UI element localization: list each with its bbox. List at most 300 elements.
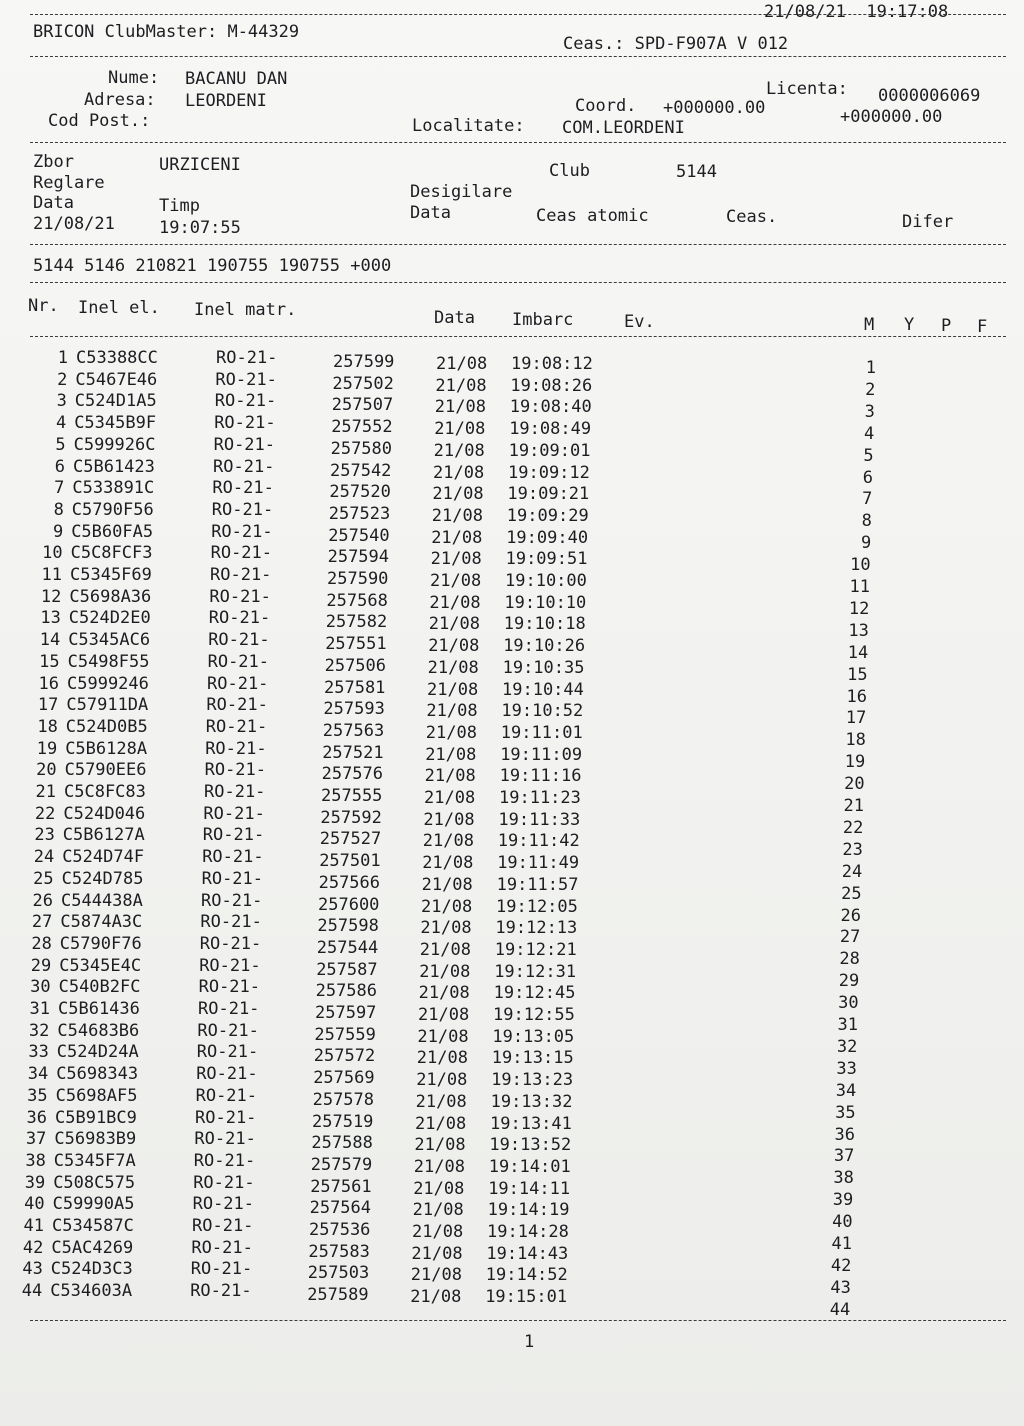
arrival-date: 21/08 [424,788,476,808]
rank: 37 [833,1146,855,1167]
ring-prefix: RO-21- [205,716,268,737]
rank: 31 [837,1015,858,1035]
arrival-date: 21/08 [431,527,483,548]
ring-prefix: RO-21- [211,521,273,542]
arrival-time: 19:12:21 [494,939,577,960]
arrival-time: 19:11:42 [497,831,580,852]
clock-label: Ceas. [726,207,778,227]
row-number: 28 [31,933,52,954]
arrival-time: 19:14:19 [487,1200,570,1221]
electronic-ring: C524D24A [56,1042,139,1063]
ring-number: 257588 [311,1133,373,1154]
rank: 38 [833,1168,854,1189]
license-value: 0000006069 [878,86,981,106]
arrival-date: 21/08 [416,1070,468,1091]
arrival-date: 21/08 [430,571,482,591]
row-number: 12 [40,586,62,607]
ring-prefix: RO-21- [214,413,276,434]
electronic-ring: C533891C [72,478,155,499]
rank: 29 [838,971,860,992]
row-number: 11 [41,565,62,585]
row-number: 4 [55,413,67,434]
data-label: Data [33,193,74,213]
arrival-time: 19:11:16 [499,766,582,787]
arrival-date: 21/08 [435,375,487,396]
code-divider [30,282,1006,283]
rank: 20 [844,774,865,795]
row-number: 9 [52,521,64,542]
rank: 13 [848,620,869,641]
arrival-date: 21/08 [423,809,475,830]
col-inel-el: Inel el. [78,298,160,318]
electronic-ring: C5498F55 [67,651,150,672]
arrival-date: 21/08 [422,853,474,874]
coord-value-1: +000000.00 [663,98,766,118]
rank: 42 [830,1255,852,1276]
address-label: Adresa: [84,90,156,110]
row-number: 27 [31,912,53,933]
electronic-ring: C54683B6 [57,1020,140,1041]
rank: 18 [845,730,866,751]
clock-model: Ceas.: SPD-F907A V 012 [563,34,789,54]
col-m: M [864,315,875,335]
row-number: 33 [28,1042,49,1063]
row-number: 20 [36,760,57,781]
arrival-time: 19:13:41 [490,1113,572,1134]
ring-number: 257578 [312,1089,375,1110]
arrival-time: 19:13:52 [489,1135,572,1156]
rank: 17 [845,708,867,729]
ring-prefix: RO-21- [204,782,266,802]
row-number: 39 [24,1172,46,1193]
ring-prefix: RO-21- [213,456,275,477]
col-p: P [941,316,952,336]
system-title: BRICON ClubMaster: M-44329 [33,22,300,42]
electronic-ring: C524D2E0 [68,608,151,629]
ring-prefix: RO-21- [207,651,270,672]
ring-prefix: RO-21- [205,738,267,759]
top-datetime: 21/08/21 19:17:08 [764,2,949,22]
arrival-time: 19:15:01 [485,1287,568,1308]
electronic-ring: C5698A36 [69,586,152,607]
electronic-ring: C524D1A5 [74,391,157,412]
ring-number: 257581 [324,677,386,698]
arrival-date: 21/08 [415,1113,467,1134]
rank: 27 [839,927,861,948]
arrival-time: 19:14:11 [488,1178,571,1199]
arrival-date: 21/08 [429,592,481,613]
ring-prefix: RO-21- [200,912,262,933]
arrival-time: 19:12:05 [496,896,578,917]
rank: 5 [863,445,874,466]
electronic-ring: C5C8FC83 [64,782,146,802]
arrival-time: 19:10:35 [502,657,585,678]
row-number: 26 [32,890,53,911]
arrival-date: 21/08 [421,896,473,917]
arrival-date: 21/08 [412,1200,464,1221]
electronic-ring: C5345B9F [74,413,157,434]
ring-prefix: RO-21- [208,630,270,651]
arrival-time: 19:11:23 [499,788,581,808]
ring-number: 257501 [319,851,381,872]
ring-number: 257583 [308,1241,370,1262]
arrival-time: 19:08:12 [511,354,593,374]
electronic-ring: C5AC4269 [51,1237,134,1258]
arrival-date: 21/08 [434,419,486,440]
electronic-ring: C5345AC6 [68,630,151,651]
ring-number: 257598 [317,916,379,937]
ring-number: 257564 [309,1198,372,1219]
ring-prefix: RO-21- [192,1216,254,1236]
rank: 19 [844,752,866,773]
row-number: 8 [53,499,64,520]
arrival-time: 19:14:43 [486,1243,569,1264]
electronic-ring: C56983B9 [54,1129,137,1150]
electronic-ring: C5B61423 [73,456,155,477]
rank: 8 [861,511,872,532]
col-ev: Ev. [624,312,655,332]
electronic-ring: C5B61436 [58,999,140,1019]
arrival-date: 21/08 [419,939,471,960]
row-number: 31 [29,999,50,1019]
ring-prefix: RO-21- [216,348,278,368]
rank: 10 [850,555,871,576]
flight-divider [30,244,1006,245]
row-number: 36 [26,1107,47,1128]
row-number: 34 [27,1064,49,1085]
arrival-date: 21/08 [436,354,488,374]
ring-number: 257576 [321,764,384,785]
ring-prefix: RO-21- [195,1107,257,1128]
row-number: 43 [22,1259,43,1280]
row-number: 1 [57,348,68,368]
ring-number: 257594 [327,547,390,568]
ring-number: 257502 [332,373,394,394]
arrival-date: 21/08 [420,918,472,939]
arrival-date: 21/08 [431,505,483,526]
electronic-ring: C508C575 [53,1172,136,1193]
ring-prefix: RO-21- [194,1129,256,1150]
arrival-time: 19:09:12 [508,462,590,483]
arrival-date: 21/08 [428,636,480,657]
row-number: 10 [42,543,63,564]
electronic-ring: C5999246 [67,673,149,694]
bottom-divider [30,1320,1006,1321]
arrival-date: 21/08 [410,1265,462,1286]
ring-prefix: RO-21- [213,434,276,455]
arrival-date: 21/08 [434,397,486,418]
arrival-date: 21/08 [418,1005,470,1025]
rank: 32 [836,1036,858,1057]
electronic-ring: C5C8FCF3 [70,543,153,564]
ring-number: 257503 [307,1263,370,1284]
page-number: 1 [524,1332,535,1352]
row-number: 23 [34,825,55,846]
ring-number: 257580 [330,438,393,459]
ring-prefix: RO-21- [207,673,269,694]
ring-number: 257555 [321,786,383,806]
rank: 4 [863,423,875,444]
owner-divider [30,142,1006,143]
electronic-ring: C534603A [50,1281,133,1302]
arrival-time: 19:10:18 [503,614,586,635]
row-number: 17 [37,695,59,716]
ring-prefix: RO-21- [190,1281,252,1302]
table-row [0,369,1024,400]
ring-prefix: RO-21- [196,1064,258,1085]
ring-prefix: RO-21- [203,803,265,824]
ring-number: 257572 [313,1046,376,1067]
row-number: 22 [34,803,56,824]
electronic-ring: C524D74F [62,847,145,868]
electronic-ring: C5B91BC9 [55,1107,137,1128]
arrival-time: 19:14:52 [485,1265,568,1286]
ring-prefix: RO-21- [196,1042,259,1063]
ring-number: 257542 [330,460,392,481]
arrival-time: 19:10:10 [504,592,587,613]
arrival-time: 19:09:21 [507,484,590,505]
rank: 12 [848,598,870,619]
row-number: 5 [55,434,66,455]
ring-prefix: RO-21- [195,1085,258,1106]
electronic-ring: C5345E4C [59,955,142,976]
ring-prefix: RO-21- [193,1150,256,1171]
arrival-date: 21/08 [433,462,485,483]
electronic-ring: C57911DA [66,695,149,716]
coord-value-2: +000000.00 [840,107,943,127]
ring-number: 257579 [310,1154,373,1175]
electronic-ring: C540B2FC [58,977,141,998]
name-value: BACANU DAN [185,69,288,89]
arrival-time: 19:09:01 [508,440,591,461]
rank: 24 [841,861,863,882]
address-value: LEORDENI [185,91,267,111]
reg-time: 19:07:55 [159,218,241,238]
ring-number: 257599 [333,352,395,372]
rank: 43 [830,1277,851,1298]
rank: 3 [864,401,875,422]
arrival-date: 21/08 [413,1178,465,1199]
arrival-date: 21/08 [416,1048,468,1069]
rank: 11 [849,577,870,597]
arrival-time: 19:11:33 [498,809,581,830]
electronic-ring: C5467E46 [75,369,158,390]
arrival-date: 21/08 [425,722,477,743]
rank: 22 [842,817,864,838]
arrival-date: 21/08 [411,1243,463,1264]
electronic-ring: C544438A [61,890,143,911]
electronic-ring: C5B6128A [65,738,148,759]
ring-number: 257593 [323,699,385,720]
club-value: 5144 [676,162,717,182]
arrival-date: 21/08 [433,440,485,461]
rank: 21 [843,796,864,816]
ring-number: 257506 [324,655,387,676]
timp-label: Timp [159,196,200,216]
ring-number: 257592 [320,807,382,828]
ring-number: 257527 [319,829,382,850]
row-number: 7 [54,478,65,499]
row-number: 19 [36,738,58,759]
arrival-date: 21/08 [419,961,471,982]
arrival-time: 19:13:23 [491,1070,574,1091]
table-row [0,456,1024,488]
arrival-time: 19:12:55 [493,1005,575,1025]
zbor-value: URZICENI [159,155,241,175]
name-label: Nume: [108,68,160,88]
arrival-time: 19:13:15 [491,1048,574,1069]
ring-prefix: RO-21- [197,1020,259,1041]
ring-number: 257569 [313,1068,375,1089]
electronic-ring: C5790F56 [71,499,154,520]
arrival-date: 21/08 [425,744,477,765]
row-number: 37 [25,1129,47,1150]
ring-number: 257586 [315,981,378,1002]
rank: 40 [832,1212,853,1233]
ring-number: 257519 [312,1111,374,1132]
electronic-ring: C5698343 [56,1064,139,1085]
arrival-time: 19:11:09 [500,744,583,765]
electronic-ring: C5790EE6 [64,760,147,781]
rank: 26 [840,905,861,926]
ring-prefix: RO-21- [201,890,263,911]
row-number: 35 [27,1085,48,1106]
top-divider [30,14,1006,15]
rank: 35 [835,1102,856,1123]
arrival-time: 19:09:40 [506,527,589,548]
arrival-time: 19:14:01 [488,1156,571,1177]
ring-prefix: RO-21- [198,977,261,998]
arrival-time: 19:14:28 [487,1222,569,1242]
zbor-label: Zbor [33,152,74,172]
row-number: 18 [37,716,58,737]
ring-prefix: RO-21- [192,1194,255,1215]
table-row [0,1281,1024,1320]
ring-prefix: RO-21- [211,499,274,520]
ring-number: 257561 [310,1176,372,1197]
arrival-time: 19:08:40 [509,397,592,418]
ring-prefix: RO-21- [193,1172,255,1193]
arrival-time: 19:09:51 [505,549,588,570]
arrival-date: 21/08 [422,831,474,852]
arrival-time: 19:09:29 [506,505,589,526]
rank: 34 [835,1080,857,1101]
row-number: 40 [24,1194,45,1215]
rank: 15 [847,664,868,685]
ring-number: 257520 [329,482,391,503]
row-number: 44 [21,1281,43,1302]
arrival-time: 19:12:31 [494,961,577,982]
electronic-ring: C524D785 [61,868,144,889]
ring-prefix: RO-21- [199,955,261,976]
arrival-time: 19:10:26 [503,636,586,657]
electronic-ring: C5874A3C [60,912,143,933]
rank: 16 [846,686,867,707]
ring-number: 257523 [328,503,391,524]
ring-prefix: RO-21- [209,586,271,607]
ring-number: 257552 [331,417,393,438]
ring-prefix: RO-21- [191,1237,253,1258]
electronic-ring: C53388CC [76,348,158,368]
arrival-date: 21/08 [421,874,473,895]
electronic-ring: C5B60FA5 [71,521,154,542]
arrival-date: 21/08 [415,1091,467,1112]
arrival-time: 19:12:13 [495,918,578,939]
ring-prefix: RO-21- [202,825,265,846]
ring-prefix: RO-21- [201,868,264,889]
locality-label: Localitate: [412,116,525,136]
arrival-time: 19:11:57 [496,874,579,895]
ring-number: 257544 [316,937,379,958]
club-label: Club [549,161,590,181]
arrival-date: 21/08 [426,701,478,722]
col-inel-matr: Inel matr. [194,300,297,320]
arrival-time: 19:10:52 [501,701,584,722]
ring-prefix: RO-21- [210,543,273,564]
arrival-time: 19:10:00 [505,571,587,591]
arrival-date: 21/08 [410,1287,462,1308]
electronic-ring: C5698AF5 [55,1085,138,1106]
ring-number: 257587 [316,959,378,980]
row-number: 15 [39,651,60,672]
rank: 28 [839,949,860,970]
locality-value: COM.LEORDENI [562,118,685,138]
electronic-ring: C524D3C3 [50,1259,133,1280]
ring-number: 257559 [314,1024,376,1045]
ring-number: 257521 [322,742,384,763]
coord-label: Coord. [575,96,637,116]
arrival-date: 21/08 [430,549,482,570]
arrival-time: 19:12:45 [493,983,576,1004]
row-number: 6 [54,456,65,477]
arrival-date: 21/08 [414,1135,466,1156]
table-header-divider [30,336,1006,337]
ring-prefix: RO-21- [202,847,264,868]
rank: 14 [847,642,869,663]
electronic-ring: C5B6127A [62,825,145,846]
rank: 9 [860,533,872,554]
col-imbarc: Imbarc [512,310,574,330]
ring-number: 257563 [322,720,385,741]
row-number: 21 [35,782,56,802]
electronic-ring: C524D046 [63,803,146,824]
ring-prefix: RO-21- [199,933,262,954]
rank: 23 [842,839,863,860]
table-row [0,348,1024,378]
ring-number: 257600 [318,894,380,915]
arrival-time: 19:08:26 [510,375,593,396]
ring-prefix: RO-21- [204,760,267,781]
electronic-ring: C5790F76 [59,933,142,954]
arrival-time: 19:11:49 [497,853,580,874]
row-number: 38 [25,1150,46,1171]
table-row [0,434,1024,466]
ring-number: 257568 [326,590,388,611]
reglare-label: Reglare [33,173,105,193]
rank: 2 [865,379,876,400]
ring-prefix: RO-21- [210,565,272,585]
code-line: 5144 5146 210821 190755 190755 +000 [33,256,392,276]
row-number: 16 [38,673,59,694]
atomic-clock-label: Ceas atomic [536,206,649,226]
ring-prefix: RO-21- [214,391,277,412]
table-row [0,391,1024,422]
data2-label: Data [410,203,451,223]
ring-number: 257582 [325,612,388,633]
rank: 7 [862,489,873,510]
rank: 1 [865,358,876,378]
arrival-date: 21/08 [412,1222,464,1242]
